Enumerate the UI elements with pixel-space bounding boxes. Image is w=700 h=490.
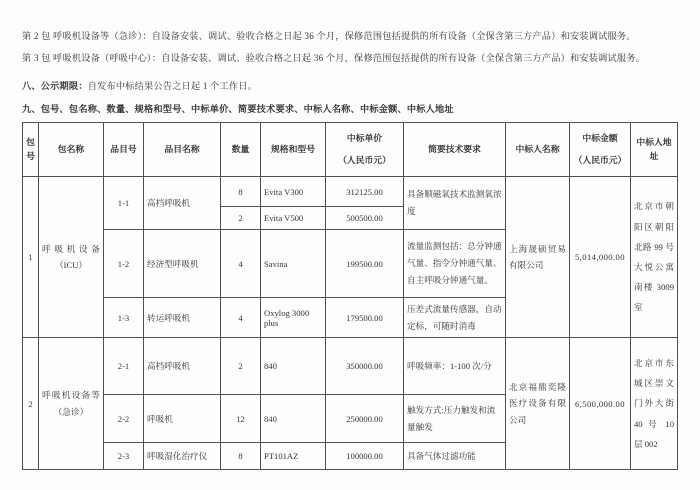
col-header-unit-price: 中标单价 （人民币元） [326, 123, 404, 177]
cell-tech-req: 触发方式:压力触发和流量触发 [404, 395, 506, 443]
cell-award-amount: 6,500,000.00 [570, 338, 631, 470]
cell-qty: 2 [221, 207, 261, 230]
cell-item-no: 2-1 [104, 338, 144, 395]
cell-winner-address: 北京市东城区崇文门外大街 40 号 10 层 002 [631, 338, 678, 470]
cell-winner-address: 北京市朝阳区朝阳北路 99 号大悦公寓南楼 3009 室 [631, 177, 678, 338]
cell-model: 840 [261, 395, 326, 443]
cell-item-name: 高档呼吸机 [144, 177, 221, 230]
col-header-item-name: 品目名称 [144, 123, 221, 177]
col-header-item-no: 品目号 [104, 123, 144, 177]
cell-qty: 4 [221, 230, 261, 298]
cell-tech-req: 具备顺磁氧技术监测氧浓度 [404, 177, 506, 230]
cell-qty: 8 [221, 443, 261, 470]
warranty-clause-pkg3: 第 3 包 呼吸机设备（呼吸中心）：自设备安装、调试、验收合格之日起 36 个月，保修范围包括提供的所有设备（全保含第三方产品）和安装调试服务。 [22, 53, 646, 63]
col-header-winner-address: 中标人地址 [631, 123, 678, 177]
cell-tech-req: 呼吸频率：1-100 次/分 [404, 338, 506, 395]
award-table-header [23, 123, 678, 177]
section-nine-heading: 九、包号、包名称、数量、规格和型号、中标单价、简要技术要求、中标人名称、中标金额、中标人地址 [22, 104, 454, 114]
cell-package-name: 呼吸机设备等 （急诊） [39, 338, 104, 470]
cell-item-no: 1-2 [104, 230, 144, 298]
col-header-award-amount: 中标金额 （人民币元） [570, 123, 631, 177]
cell-unit-price: 350000.00 [326, 338, 404, 395]
col-header-package-name: 包名称 [39, 123, 104, 177]
cell-qty: 2 [221, 338, 261, 395]
cell-item-no: 2-3 [104, 443, 144, 470]
cell-model: 840 [261, 338, 326, 395]
publicity-period-heading: 八、公示期限： [22, 81, 88, 91]
publicity-period-text: 自发布中标结果公告之日起 1 个工作日。 [87, 81, 258, 91]
cell-tech-req: 流量监测包括：总分钟通气量、指令分钟通气量、自主呼吸分钟通气量。 [404, 230, 506, 298]
cell-unit-price: 100000.00 [326, 443, 404, 470]
cell-qty: 8 [221, 177, 261, 207]
cell-model: PT101AZ [261, 443, 326, 470]
cell-package-no: 2 [23, 338, 39, 470]
award-table [22, 122, 678, 470]
col-header-model: 规格和型号 [261, 123, 326, 177]
cell-tech-req: 压差式流量传感器，自动定标，可随时消毒 [404, 298, 506, 338]
cell-item-no: 1-1 [104, 177, 144, 230]
cell-tech-req: 具备气体过滤功能 [404, 443, 506, 470]
cell-package-name: 呼吸机设备 （ICU） [39, 177, 104, 338]
cell-item-name: 转运呼吸机 [144, 298, 221, 338]
cell-item-name: 高档呼吸机 [144, 338, 221, 395]
cell-package-no: 1 [23, 177, 39, 338]
cell-unit-price: 250000.00 [326, 395, 404, 443]
cell-item-name: 经济型呼吸机 [144, 230, 221, 298]
cell-unit-price: 199500.00 [326, 230, 404, 298]
cell-item-name: 呼吸湿化治疗仪 [144, 443, 221, 470]
publicity-period-line [22, 80, 680, 93]
cell-unit-price: 500500.00 [326, 207, 404, 230]
cell-winner-name: 上海晟硕贸易有限公司 [506, 177, 570, 338]
cell-award-amount: 5,014,000.00 [570, 177, 631, 338]
cell-unit-price: 179500.00 [326, 298, 404, 338]
cell-unit-price: 312125.00 [326, 177, 404, 207]
col-header-tech-req: 简要技术要求 [404, 123, 506, 177]
cell-model: Oxylog 3000 plus [261, 298, 326, 338]
warranty-clause-pkg2: 第 2 包 呼吸机设备等（急诊）：自设备安装、调试、验收合格之日起 36 个月，保修范围包括提供的所有设备（全保含第三方产品）和安装调试服务。 [22, 31, 636, 41]
col-header-qty: 数量 [221, 123, 261, 177]
cell-item-no: 2-2 [104, 395, 144, 443]
cell-winner-name: 北京福鼎奕隆医疗设备有限公司 [506, 338, 570, 470]
col-header-package-no: 包号 [23, 123, 39, 177]
cell-model: Evita V300 [261, 177, 326, 207]
cell-qty: 12 [221, 395, 261, 443]
table-row [23, 338, 678, 395]
cell-item-name: 呼吸机 [144, 395, 221, 443]
table-row [23, 177, 678, 207]
cell-item-no: 1-3 [104, 298, 144, 338]
cell-model: Savina [261, 230, 326, 298]
cell-model: Evita V500 [261, 207, 326, 230]
col-header-winner-name: 中标人名称 [506, 123, 570, 177]
cell-qty: 4 [221, 298, 261, 338]
